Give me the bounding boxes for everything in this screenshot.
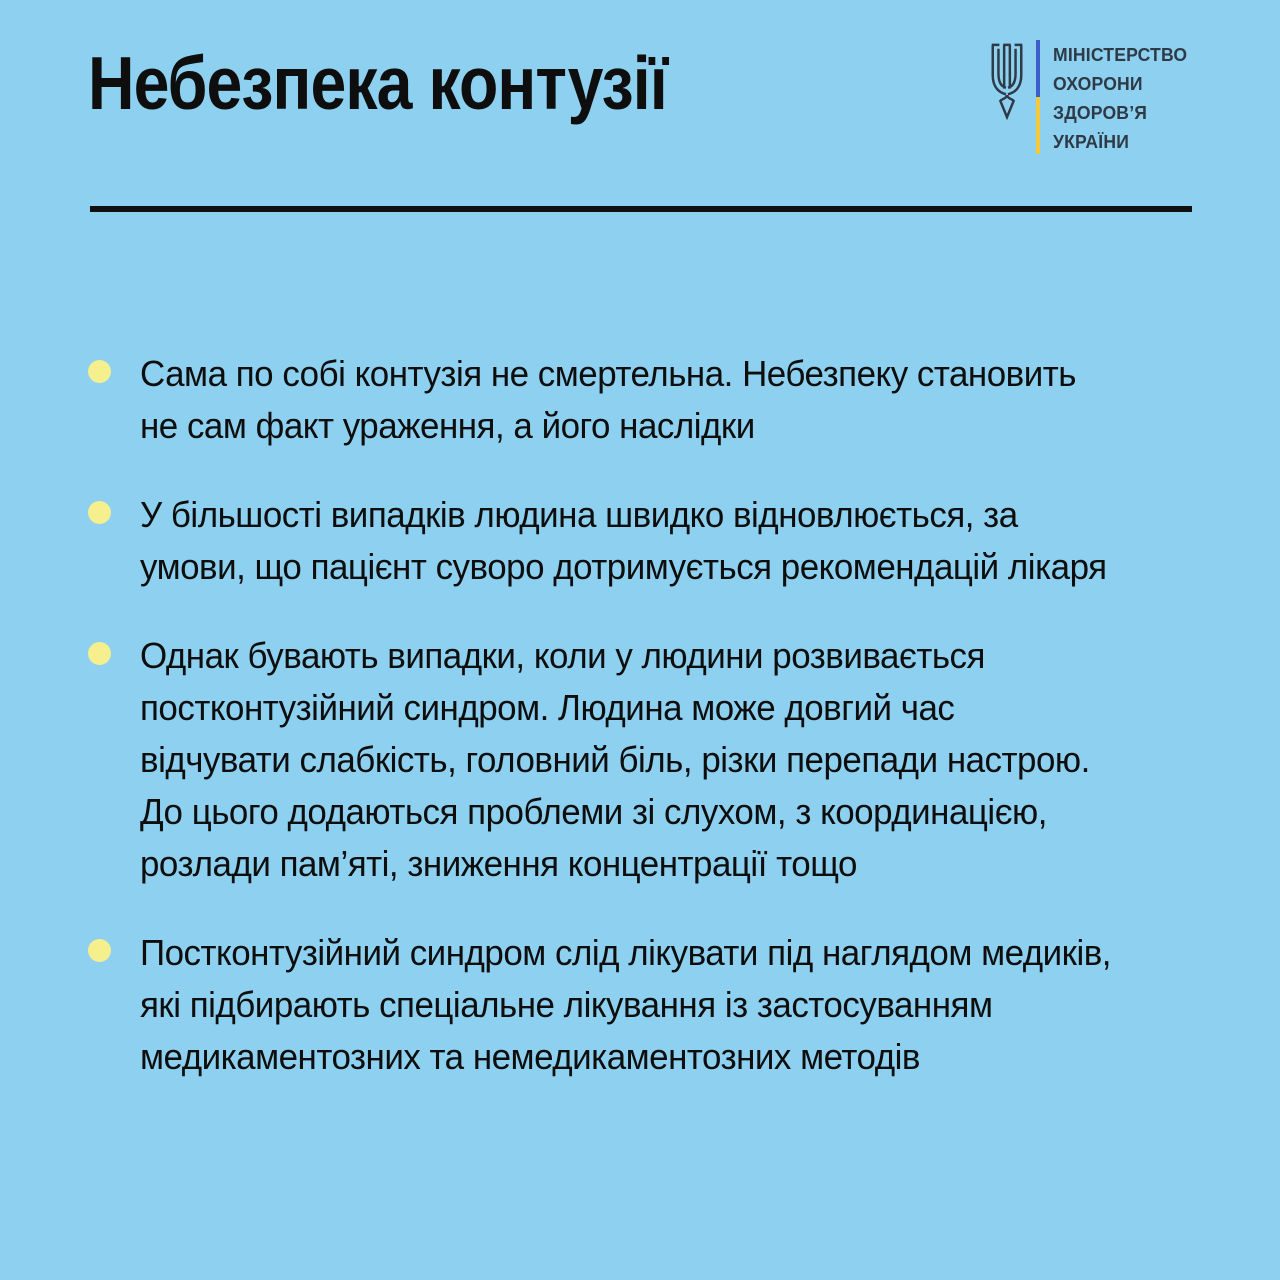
bullet-item	[88, 927, 1238, 1083]
bullet-text-line: До цього додаються проблеми зі слухом, з координацією,	[140, 791, 1047, 832]
ministry-name-line: УКРАЇНИ	[1052, 131, 1129, 152]
bullet-text	[140, 630, 1090, 890]
bullet-text	[140, 489, 1107, 593]
bullet-dot-icon	[88, 939, 111, 962]
bullet-text-line: не сам факт ураження, а його наслідки	[140, 405, 755, 446]
flag-bar-yellow	[1036, 97, 1040, 154]
ministry-name-line: ОХОРОНИ	[1052, 73, 1143, 94]
bullet-text-line: умови, що пацієнт суворо дотримується рекомендацій лікаря	[140, 546, 1107, 587]
bullet-dot-icon	[88, 501, 111, 524]
flag-bar	[1036, 40, 1040, 154]
bullet-item	[88, 489, 1238, 593]
bullet-dot-icon	[88, 642, 111, 665]
bullet-text-line: У більшості випадків людина швидко відновлюється, за	[140, 494, 1018, 535]
bullet-text-line: Сама по собі контузія не смертельна. Небезпеку становить	[140, 353, 1076, 394]
ukraine-trident-icon	[988, 42, 1026, 120]
bullet-text-line: медикаментозних та немедикаментозних методів	[140, 1036, 920, 1077]
bullet-text-line: Однак бувають випадки, коли у людини розвивається	[140, 635, 985, 676]
ministry-name	[1053, 40, 1187, 156]
ministry-name-line: ЗДОРОВ’Я	[1052, 102, 1147, 123]
bullet-text	[140, 927, 1111, 1083]
bullet-list	[88, 348, 1238, 1120]
bullet-item	[88, 348, 1238, 452]
bullet-text-line: постконтузійний синдром. Людина може довгий час	[140, 687, 955, 728]
bullet-text-line: відчувати слабкість, головний біль, різки перепади настрою.	[140, 739, 1090, 780]
bullet-dot-icon	[88, 360, 111, 383]
bullet-text-line: які підбирають спеціальне лікування із застосуванням	[140, 984, 993, 1025]
flag-bar-blue	[1036, 40, 1040, 97]
bullet-text-line: Постконтузійний синдром слід лікувати під наглядом медиків,	[140, 932, 1112, 973]
bullet-item	[88, 630, 1238, 890]
page-title: Небезпека контузії	[88, 41, 667, 126]
bullet-text	[140, 348, 1076, 452]
ministry-logo	[988, 40, 1194, 156]
bullet-text-line: розлади пам’яті, зниження концентрації тощо	[140, 843, 857, 884]
divider-rule	[90, 206, 1192, 212]
ministry-name-line: МІНІСТЕРСТВО	[1052, 44, 1187, 65]
